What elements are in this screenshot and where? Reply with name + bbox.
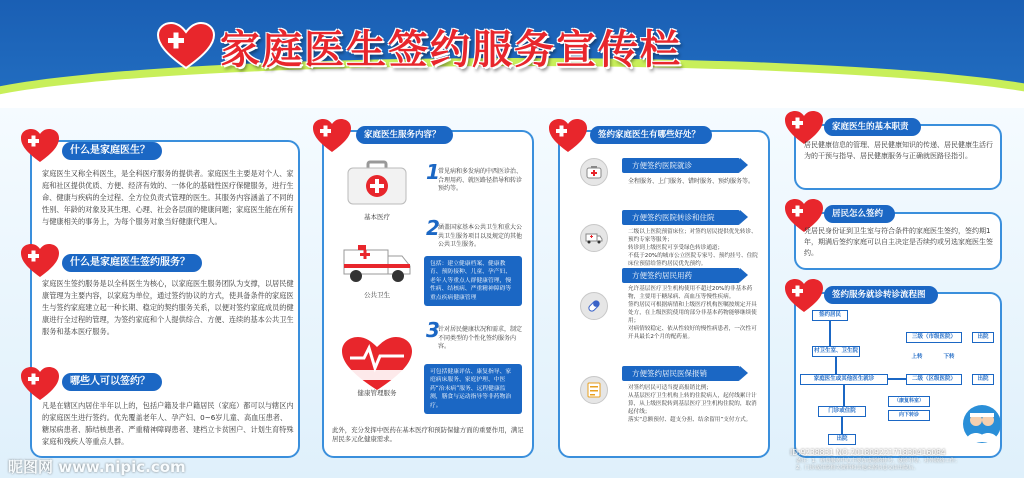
insurance-doc-icon — [580, 376, 608, 404]
note-text: 备注：1、病员服务中心主要负责预约挂号、就诊引导、对外联络工作； 2、门诊或住院相关资料和其他来源信息交由出院后。 — [796, 458, 961, 471]
label-health-management: 健康管理服务 — [357, 389, 397, 397]
medical-kit-icon — [346, 160, 408, 206]
bar-hospital-visit: 方便签约医院就诊 — [622, 158, 740, 173]
flow-up-label: 上转 — [911, 354, 923, 360]
watermark-id: ID:9238831 NO:20180922171830416084 — [790, 448, 946, 457]
flow-level2-hospital: 二级（区级医院） — [906, 374, 962, 385]
flow-village-clinic: 村卫生室、卫生院 — [812, 346, 860, 357]
text-how-to-sign: 凭居民身份证到卫生室与符合条件的家庭医生签约，签约期1年，期满后签约家庭可以自主决定是否续约或另选家庭医生签约。 — [804, 227, 993, 257]
flow-out-level3: 出院 — [972, 332, 994, 343]
heading-duties: 家庭医生的基本职责 — [824, 118, 921, 136]
flow-down-label: 下转 — [943, 354, 955, 360]
text-health-management: 针对居民健康状况和需求，制定不同类型的个性化签约服务内容。 — [438, 326, 523, 351]
heart-cross-icon — [20, 366, 60, 402]
text-public-health: 涵盖国家基本公共卫生和重大公共卫生服务项目以及规定的其他公共卫生服务。 — [438, 224, 523, 249]
text-medication: 允许基层医疗卫生机构使用不超过20%的非基本药物，主要用于糖尿病、高血压等慢性疾病。 签约居民可根据病情和上级医疗机构医嘱按规定开具处方，在上级医院使用的部分非基本药物能够继续使用； 对病情较稳定、依从性较好的慢性病患者，一次性可开具最长2个月的配药量。 — [628, 286, 757, 340]
flow-outpatient: 门诊或住院 — [818, 406, 866, 417]
bar-referral: 方便签约医院转诊和住院 — [622, 210, 740, 225]
text-basic-medical: 常见病和多发病的中西医诊治、合理用药、就医路径指导和转诊预约等。 — [438, 168, 523, 193]
heading-what-is-signing-service: 什么是家庭医生签约服务？ — [62, 254, 202, 272]
label-public-health: 公共卫生 — [364, 291, 390, 299]
heart-cross-icon — [20, 128, 60, 164]
flow-down-referral: 向下转诊 — [888, 410, 930, 421]
flow-rehab: （康复科室） — [888, 396, 930, 407]
heading-what-is-family-doctor: 什么是家庭医生？ — [62, 142, 162, 160]
heart-cross-logo-icon — [156, 22, 216, 72]
flow-line — [829, 320, 831, 346]
pill-icon — [580, 292, 608, 320]
doctors-illustration-icon — [962, 404, 1002, 444]
page-title: 家庭医生签约服务宣传栏 — [220, 27, 682, 73]
bar-insurance: 方便签约居民医保报销 — [622, 366, 740, 381]
ambulance-small-icon — [580, 224, 608, 252]
flow-line — [843, 384, 845, 406]
heading-how-to-sign: 居民怎么签约 — [824, 205, 895, 223]
text-signing-service: 家庭医生签约服务是以全科医生为核心，以家庭医生服务团队为支撑，以居民健康管理为主要内容，以家庭为单位，通过签约协议的方式，使具备条件的家庭医生与签约家庭建立起一种长期、稳定的契约服务关系，以便对签约家庭成员的健康进行全过程的管理，为签约家庭和个人提供综合、方便、连续的基本公共卫生服务和基本医疗服务。 — [42, 279, 294, 336]
flow-out-level2: 出院 — [972, 374, 994, 385]
flow-line — [835, 356, 837, 374]
medical-case-icon — [580, 158, 608, 186]
number-2: 2 — [426, 216, 440, 240]
text-hospital-visit: 全程服务、上门服务、错时服务、预约服务等。 — [628, 178, 755, 185]
flow-resident: 签约居民 — [812, 310, 848, 321]
flow-discharge: 出院 — [828, 434, 856, 445]
flow-level3-hospital: 三级（市级医院） — [906, 332, 962, 343]
heading-benefits: 签约家庭医生有哪些好处？ — [590, 126, 712, 144]
text-family-doctor: 家庭医生又称全科医生，是全科医疗服务的提供者。家庭医生主要是对个人、家庭和社区提供优质、方便、经济有效的、一体化的基础性医疗保健服务，进行生命、健康与疾病的全过程、全方位负责式管理的医生。其服务内容涵盖了不同的性别、年龄的对象及其生理、心理、社会各层面的健康问题；家庭医生能在所有与健康相关的事务上，为每个服务对象当好健康代理人。 — [42, 169, 294, 226]
flow-family-doctor: 家庭医生或其他医生就诊 — [800, 374, 888, 385]
ambulance-icon — [342, 240, 412, 284]
text-insurance: 对签约居民可适当提高报销比例； 从基层医疗卫生机构上转的住院病人，起付线累计计算，从上级医院转到基层医疗卫生机构住院的，取消起付线； 落实“总额预付、超支分担、结余留用”支付方式。 — [628, 385, 757, 423]
flow-line — [888, 378, 906, 380]
bar-medication: 方便签约居民用药 — [622, 268, 740, 283]
text-who-can-sign: 凡是在辖区内居住半年以上的，包括户籍及非户籍居民（家庭）都可以与辖区内的家庭医生进行签约。优先覆盖老年人、孕产妇、0~6岁儿童、高血压患者、糖尿病患者、肺结核患者、严重精神障碍患者、建档立卡贫困户、计划生育特殊家庭和残疾人等重点人群。 — [42, 401, 294, 446]
heart-cross-icon — [548, 118, 588, 154]
heading-who-can-sign: 哪些人可以签约？ — [62, 373, 162, 391]
heading-service-content: 家庭医生服务内容？ — [356, 126, 453, 144]
number-1: 1 — [426, 160, 440, 184]
box-public-health: 包括：建立健康档案、健康教育、预防接种、儿童、孕产妇、老年人等重点人群健康管理，慢性病、结核病、严重精神障碍等重点疾病健康管理 — [424, 256, 522, 306]
footer-tcm-note: 此外，充分发挥中医药在基本医疗和预防保健方面的重要作用，满足居民多元化健康需求。 — [332, 426, 524, 443]
watermark: 昵图网 www.nipic.com — [8, 458, 186, 476]
box-health-management: 可包括健康评估、康复指导、家庭病床服务、家庭护理、中医药“治未病”服务、远程健康监测，膳食与运动指导等非药物治疗。 — [424, 364, 522, 414]
heading-flow: 签约服务就诊转诊流程图 — [824, 286, 938, 304]
text-duties: 居民健康信息的管理、居民健康知识的传递、居民健康生活行为的干预与指导、居民健康服务与正确就医路径指引。 — [804, 141, 993, 160]
label-basic-medical: 基本医疗 — [364, 213, 390, 221]
flow-line — [841, 416, 843, 434]
heart-cross-icon — [784, 278, 824, 314]
heart-cross-icon — [312, 118, 352, 154]
number-3: 3 — [426, 318, 440, 342]
text-referral: 二级以上医院预留床位；对签约居民提供优先转诊、预约专家等服务； 转诊到上级医院可享受绿色转诊通道； 不低于20%的城市公立医院专家号、预约挂号、住院床位预留给签约居民优先预约。 — [628, 229, 758, 267]
health-heart-icon — [340, 336, 414, 392]
heart-cross-icon — [20, 243, 60, 279]
